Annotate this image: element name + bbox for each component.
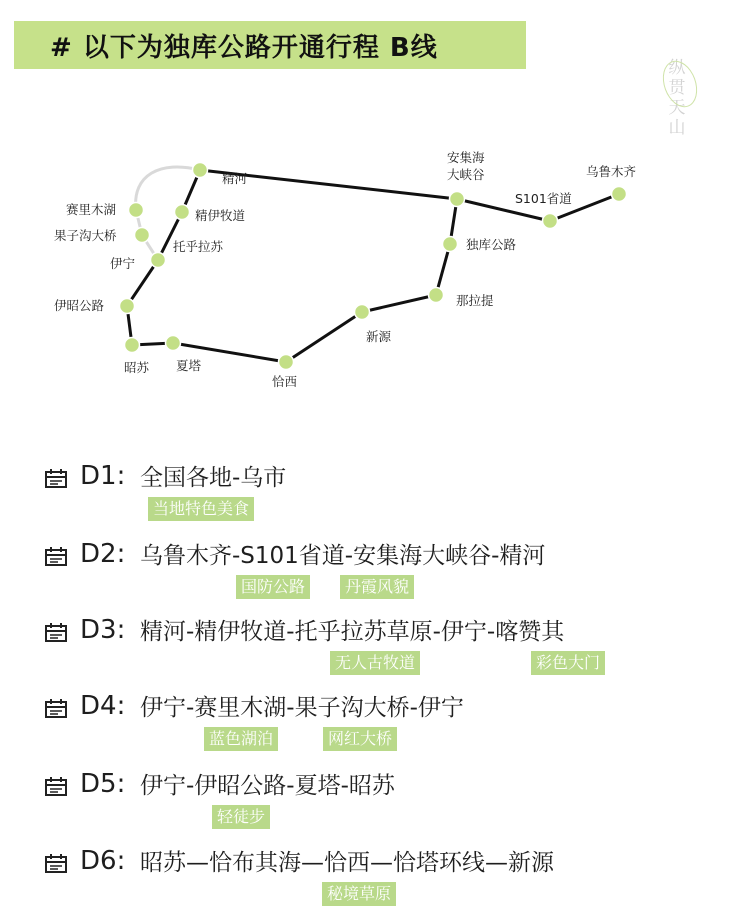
map-label: 夏塔	[176, 358, 202, 373]
map-label: 伊昭公路	[54, 298, 105, 313]
day-route: 精河-精伊牧道-托乎拉苏草原-伊宁-喀赞其	[140, 619, 565, 645]
node-s101	[543, 214, 558, 229]
map-label: 新源	[366, 329, 392, 344]
feature-tag: 轻徒步	[212, 805, 270, 829]
map-label: 那拉提	[456, 293, 494, 308]
itinerary-day-6	[44, 846, 724, 906]
map-label: 精河	[222, 171, 248, 186]
feature-tag: 无人古牧道	[330, 651, 420, 675]
day-code: D6:	[80, 846, 126, 876]
map-label: 独库公路	[466, 237, 517, 252]
node-nalati	[429, 288, 444, 303]
day-code: D5:	[80, 769, 126, 799]
calendar-icon	[44, 623, 68, 643]
feature-tag: 国防公路	[236, 575, 310, 599]
node-jingyi	[175, 205, 190, 220]
day-route: 乌鲁木齐-S101省道-安集海大峡谷-精河	[140, 543, 546, 569]
watermark-char: 山	[668, 118, 686, 138]
map-label: 乌鲁木齐	[586, 164, 637, 179]
map-label: 大峡谷	[447, 167, 485, 182]
calendar-icon	[44, 777, 68, 797]
itinerary-day-1	[44, 461, 724, 521]
map-label: 精伊牧道	[195, 208, 246, 223]
feature-tag: 秘境草原	[322, 882, 396, 906]
node-zhaosu	[125, 338, 140, 353]
itinerary-day-4	[44, 691, 724, 751]
day-code: D4:	[80, 691, 126, 721]
node-anjihai	[450, 192, 465, 207]
feature-tag: 当地特色美食	[148, 497, 254, 521]
calendar-icon	[44, 854, 68, 874]
map-label: 伊宁	[110, 256, 136, 271]
map-label: 安集海	[447, 150, 485, 165]
node-wulumuqi	[612, 187, 627, 202]
node-guozigou	[135, 228, 150, 243]
map-label: 托乎拉苏	[173, 239, 224, 254]
node-xiata	[166, 336, 181, 351]
map-label: 恰西	[272, 374, 298, 389]
map-label: 赛里木湖	[66, 202, 117, 217]
node-qiaxi	[279, 355, 294, 370]
feature-tag: 蓝色湖泊	[204, 727, 278, 751]
day-code: D1:	[80, 461, 126, 491]
day-route: 全国各地-乌市	[140, 465, 287, 491]
watermark-logo	[664, 58, 690, 138]
day-route: 伊宁-伊昭公路-夏塔-昭苏	[140, 773, 395, 799]
calendar-icon	[44, 547, 68, 567]
itinerary-day-2	[44, 539, 724, 599]
node-duku	[443, 237, 458, 252]
feature-tag: 丹霞风貌	[340, 575, 414, 599]
itinerary-day-5	[44, 769, 724, 829]
day-route: 伊宁-赛里木湖-果子沟大桥-伊宁	[140, 695, 464, 721]
node-yining	[151, 253, 166, 268]
node-xinyuan	[355, 305, 370, 320]
page-title: # 以下为独库公路开通行程 B线	[50, 32, 438, 63]
node-sailimu	[129, 203, 144, 218]
map-label: 昭苏	[124, 360, 150, 375]
itinerary-day-3	[44, 615, 724, 675]
watermark-char: 纵	[668, 58, 686, 78]
watermark-char: 贯	[668, 78, 686, 98]
day-code: D2:	[80, 539, 126, 569]
calendar-icon	[44, 699, 68, 719]
title-banner	[14, 21, 526, 69]
calendar-icon	[44, 469, 68, 489]
day-code: D3:	[80, 615, 126, 645]
feature-tag: 彩色大门	[531, 651, 605, 675]
watermark-char: 天	[668, 98, 686, 118]
route-map	[0, 140, 730, 400]
day-route: 昭苏—恰布其海—恰西—恰塔环线—新源	[140, 850, 554, 876]
node-yizhao	[120, 299, 135, 314]
map-label: 果子沟大桥	[54, 228, 117, 243]
node-jinghe	[193, 163, 208, 178]
feature-tag: 网红大桥	[323, 727, 397, 751]
map-label: S101省道	[515, 191, 572, 206]
